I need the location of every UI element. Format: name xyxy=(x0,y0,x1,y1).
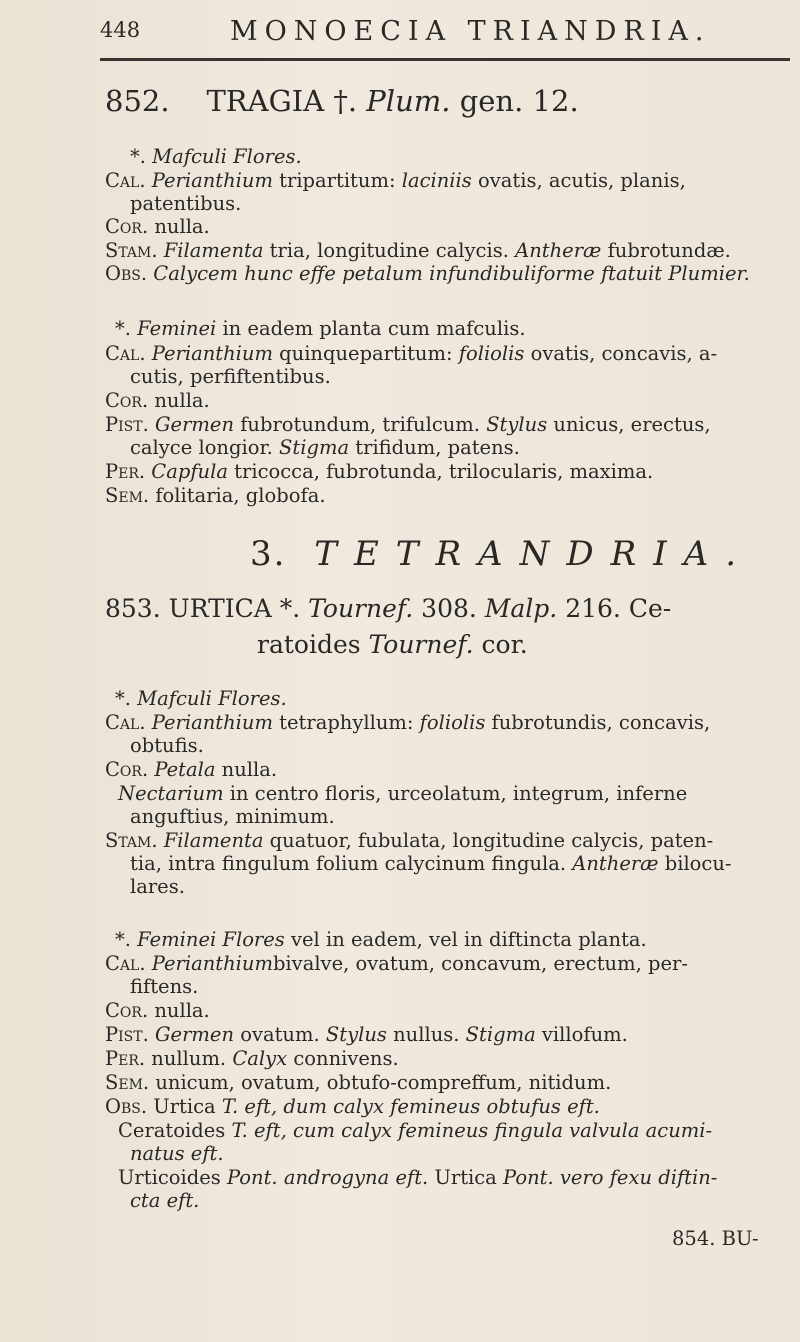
sem-text: unicum, ovatum, obtufo-compreffum, nitidum. xyxy=(155,1071,612,1094)
ceratoides-cont: natus eft. xyxy=(130,1142,224,1165)
stam-text2: fubrotundæ. xyxy=(607,239,731,262)
per-text2: connivens. xyxy=(293,1047,399,1070)
cor-text: nulla. xyxy=(154,999,210,1022)
cal-cont: patentibus. xyxy=(130,192,242,215)
masc-853-stam-cont xyxy=(130,853,731,875)
cal-term: Perianthium xyxy=(151,342,273,365)
urt-a: Urticoides xyxy=(118,1166,221,1189)
masc-heading: *. Mafculi Flores. xyxy=(130,145,302,168)
pist-label: Pist. xyxy=(105,1023,149,1046)
pist-term2: Stylus xyxy=(325,1023,387,1046)
cal-label: Cal. xyxy=(105,169,146,192)
pist-cont1: calyce longior. xyxy=(130,436,273,459)
stam-label: Stam. xyxy=(105,829,158,852)
pist-term3: Stigma xyxy=(279,436,350,459)
fem-853-pist-line xyxy=(105,1024,628,1046)
genus-number: 852. xyxy=(105,84,170,118)
stam-line xyxy=(105,240,731,262)
pist-label: Pist. xyxy=(105,413,149,436)
sem-text: folitaria, globofa. xyxy=(155,484,326,507)
stam-label: Stam. xyxy=(105,239,158,262)
stam-term: Filamenta xyxy=(163,239,264,262)
sem-label: Sem. xyxy=(105,484,150,507)
masc-853-cal-line xyxy=(105,712,710,734)
urt-b: Urtica xyxy=(434,1166,497,1189)
fem-pist-cont xyxy=(130,437,520,459)
ref2-author: Malp. xyxy=(484,594,558,623)
masc-853-stam-line xyxy=(105,830,713,852)
fem-pist-line xyxy=(105,414,711,436)
stam-text: quatuor, fubulata, longitudine calycis, paten- xyxy=(269,829,714,852)
cor-text: nulla. xyxy=(154,215,210,238)
urt-it1: Pont. androgyna eft. xyxy=(226,1166,429,1189)
masc-heading-text: Mafculi Flores. xyxy=(137,687,287,710)
per-label: Per. xyxy=(105,1047,146,1070)
stam-cont1: tia, intra fingulum folium calycinum fingula. xyxy=(130,852,567,875)
cal-text: bivalve, ovatum, concavum, erectum, per- xyxy=(272,952,688,975)
fem-heading-b: vel in eadem, vel in diftincta planta. xyxy=(291,928,647,951)
per-text: nullum. xyxy=(151,1047,227,1070)
pist-term: Germen xyxy=(154,1023,235,1046)
masc-853-stam-cont3: lares. xyxy=(130,875,185,898)
cal-text2: ovatis, acutis, planis, xyxy=(477,169,686,192)
masc-853-cal-cont: obtufis. xyxy=(130,734,204,757)
urticoides-line xyxy=(118,1167,717,1189)
stam-term2: Antheræ xyxy=(515,239,602,262)
obs-t: T. xyxy=(221,1095,239,1118)
line2-author: Tournef. xyxy=(368,630,474,659)
cer-it: eft, cum calyx femineus fingula valvula acumi- xyxy=(254,1119,713,1142)
cor-text: nulla. xyxy=(154,389,210,412)
cor-label: Cor. xyxy=(105,999,149,1022)
pist-text2: nullus. xyxy=(393,1023,460,1046)
masc-heading-text: Mafculi Flores. xyxy=(152,145,302,168)
stam-term: Filamenta xyxy=(163,829,264,852)
ref1-text: 308. xyxy=(421,594,477,623)
cor-term: Petala xyxy=(154,758,216,781)
obs-text: Calycem hunc effe petalum infundibuliforme ftatuit Plumier. xyxy=(153,262,750,285)
obs-text1: Urtica xyxy=(153,1095,216,1118)
cor-text: nulla. xyxy=(221,758,278,781)
cer-t: T. xyxy=(231,1119,248,1142)
cal-term2: foliolis xyxy=(419,711,486,734)
fem-sem-line xyxy=(105,485,326,507)
cor-label: Cor. xyxy=(105,389,149,412)
fem-853-sem-line xyxy=(105,1072,611,1094)
fem-853-cal-line xyxy=(105,953,688,975)
cal-term: Perianthium xyxy=(151,711,273,734)
running-title: MONOECIA TRIANDRIA. xyxy=(230,16,711,47)
genus-name: TRAGIA †. xyxy=(206,84,358,118)
genus-name: URTICA *. xyxy=(168,594,301,623)
line2-b: cor. xyxy=(481,630,528,659)
pist-term3: Stigma xyxy=(465,1023,536,1046)
cal-term: Perianthium xyxy=(151,952,273,975)
per-term: Capfula xyxy=(151,460,228,483)
fem-853-heading: *. Feminei Flores vel in eadem, vel in diftincta planta. xyxy=(115,928,647,951)
pist-text3: villofum. xyxy=(541,1023,628,1046)
fem-cal-line xyxy=(105,343,717,365)
line2-a: ratoides xyxy=(257,630,361,659)
masc-853-cor-line xyxy=(105,759,277,781)
nect-term: Nectarium xyxy=(118,782,224,805)
nect-text: in centro floris, urceolatum, integrum, inferne xyxy=(229,782,688,805)
fem-heading-a: Feminei xyxy=(137,317,217,340)
nectarium-line xyxy=(118,783,687,805)
stam-term2: Antheræ xyxy=(572,852,659,875)
cal-text: tetraphyllum: xyxy=(279,711,414,734)
section-title: TETRANDRIA. xyxy=(314,534,753,574)
pist-term: Germen xyxy=(154,413,235,436)
genus-number: 853. xyxy=(105,594,161,623)
obs-it: eft, dum calyx femineus obtufus eft. xyxy=(244,1095,600,1118)
urticoides-cont: cta eft. xyxy=(130,1189,200,1212)
cal-label: Cal. xyxy=(105,711,146,734)
fem-853-cor-line xyxy=(105,1000,210,1022)
obs-label: Obs. xyxy=(105,262,148,285)
pist-text: fubrotundum, trifulcum. xyxy=(240,413,480,436)
per-label: Per. xyxy=(105,460,146,483)
fem-per-line xyxy=(105,461,653,483)
genus-ref-author: Plum. xyxy=(366,84,451,118)
catchword: 854. BU- xyxy=(672,1227,759,1250)
nectarium-cont: anguftius, minimum. xyxy=(130,805,335,828)
genus-853-line2 xyxy=(257,630,528,660)
cal-term: Perianthium xyxy=(151,169,273,192)
fem-heading-a: Feminei Flores xyxy=(137,928,285,951)
fem-853-obs-line xyxy=(105,1096,600,1118)
ceratoides-line xyxy=(118,1120,712,1142)
cal-text2: ovatis, concavis, a- xyxy=(530,342,718,365)
obs-label: Obs. xyxy=(105,1095,148,1118)
fem-853-per-line xyxy=(105,1048,399,1070)
per-term: Calyx xyxy=(232,1047,288,1070)
cal-line xyxy=(105,170,686,192)
cor-label: Cor. xyxy=(105,758,149,781)
section-number: 3. xyxy=(250,534,287,574)
running-header xyxy=(100,16,760,50)
cer-a: Ceratoides xyxy=(118,1119,226,1142)
pist-text: ovatum. xyxy=(240,1023,320,1046)
cal-text: quinquepartitum: xyxy=(279,342,453,365)
cal-term2: laciniis xyxy=(401,169,472,192)
per-text: tricocca, fubrotunda, trilocularis, maxima. xyxy=(234,460,654,483)
stam-cont2: bilocu- xyxy=(664,852,732,875)
cal-label: Cal. xyxy=(105,952,146,975)
cor-label: Cor. xyxy=(105,215,149,238)
fem-cor-line xyxy=(105,390,210,412)
ref1-author: Tournef. xyxy=(308,594,414,623)
fem-853-cal-cont: fiftens. xyxy=(130,975,199,998)
section-heading xyxy=(250,534,753,574)
stam-text: tria, longitudine calycis. xyxy=(269,239,509,262)
genus-ref: gen. 12. xyxy=(459,84,579,118)
cal-term2: foliolis xyxy=(458,342,525,365)
fem-heading-b: in eadem planta cum mafculis. xyxy=(222,317,526,340)
pist-term2: Stylus xyxy=(486,413,548,436)
header-rule xyxy=(100,58,790,61)
pist-cont2: trifidum, patens. xyxy=(355,436,520,459)
genus-852-heading xyxy=(105,84,579,118)
cal-label: Cal. xyxy=(105,342,146,365)
fem-cal-cont: cutis, perfiftentibus. xyxy=(130,365,331,388)
urt-it2: Pont. vero fexu diftin- xyxy=(503,1166,718,1189)
sem-label: Sem. xyxy=(105,1071,150,1094)
page-number: 448 xyxy=(100,18,141,42)
cal-text2: fubrotundis, concavis, xyxy=(491,711,711,734)
ref2-text: 216. Ce- xyxy=(565,594,672,623)
obs-line xyxy=(105,263,750,285)
fem-heading: *. Feminei in eadem planta cum mafculis. xyxy=(115,317,526,340)
genus-853-heading xyxy=(105,594,671,624)
cor-line xyxy=(105,216,210,238)
masc-853-heading: *. Mafculi Flores. xyxy=(115,687,287,710)
pist-text2: unicus, erectus, xyxy=(553,413,711,436)
cal-text: tripartitum: xyxy=(279,169,396,192)
